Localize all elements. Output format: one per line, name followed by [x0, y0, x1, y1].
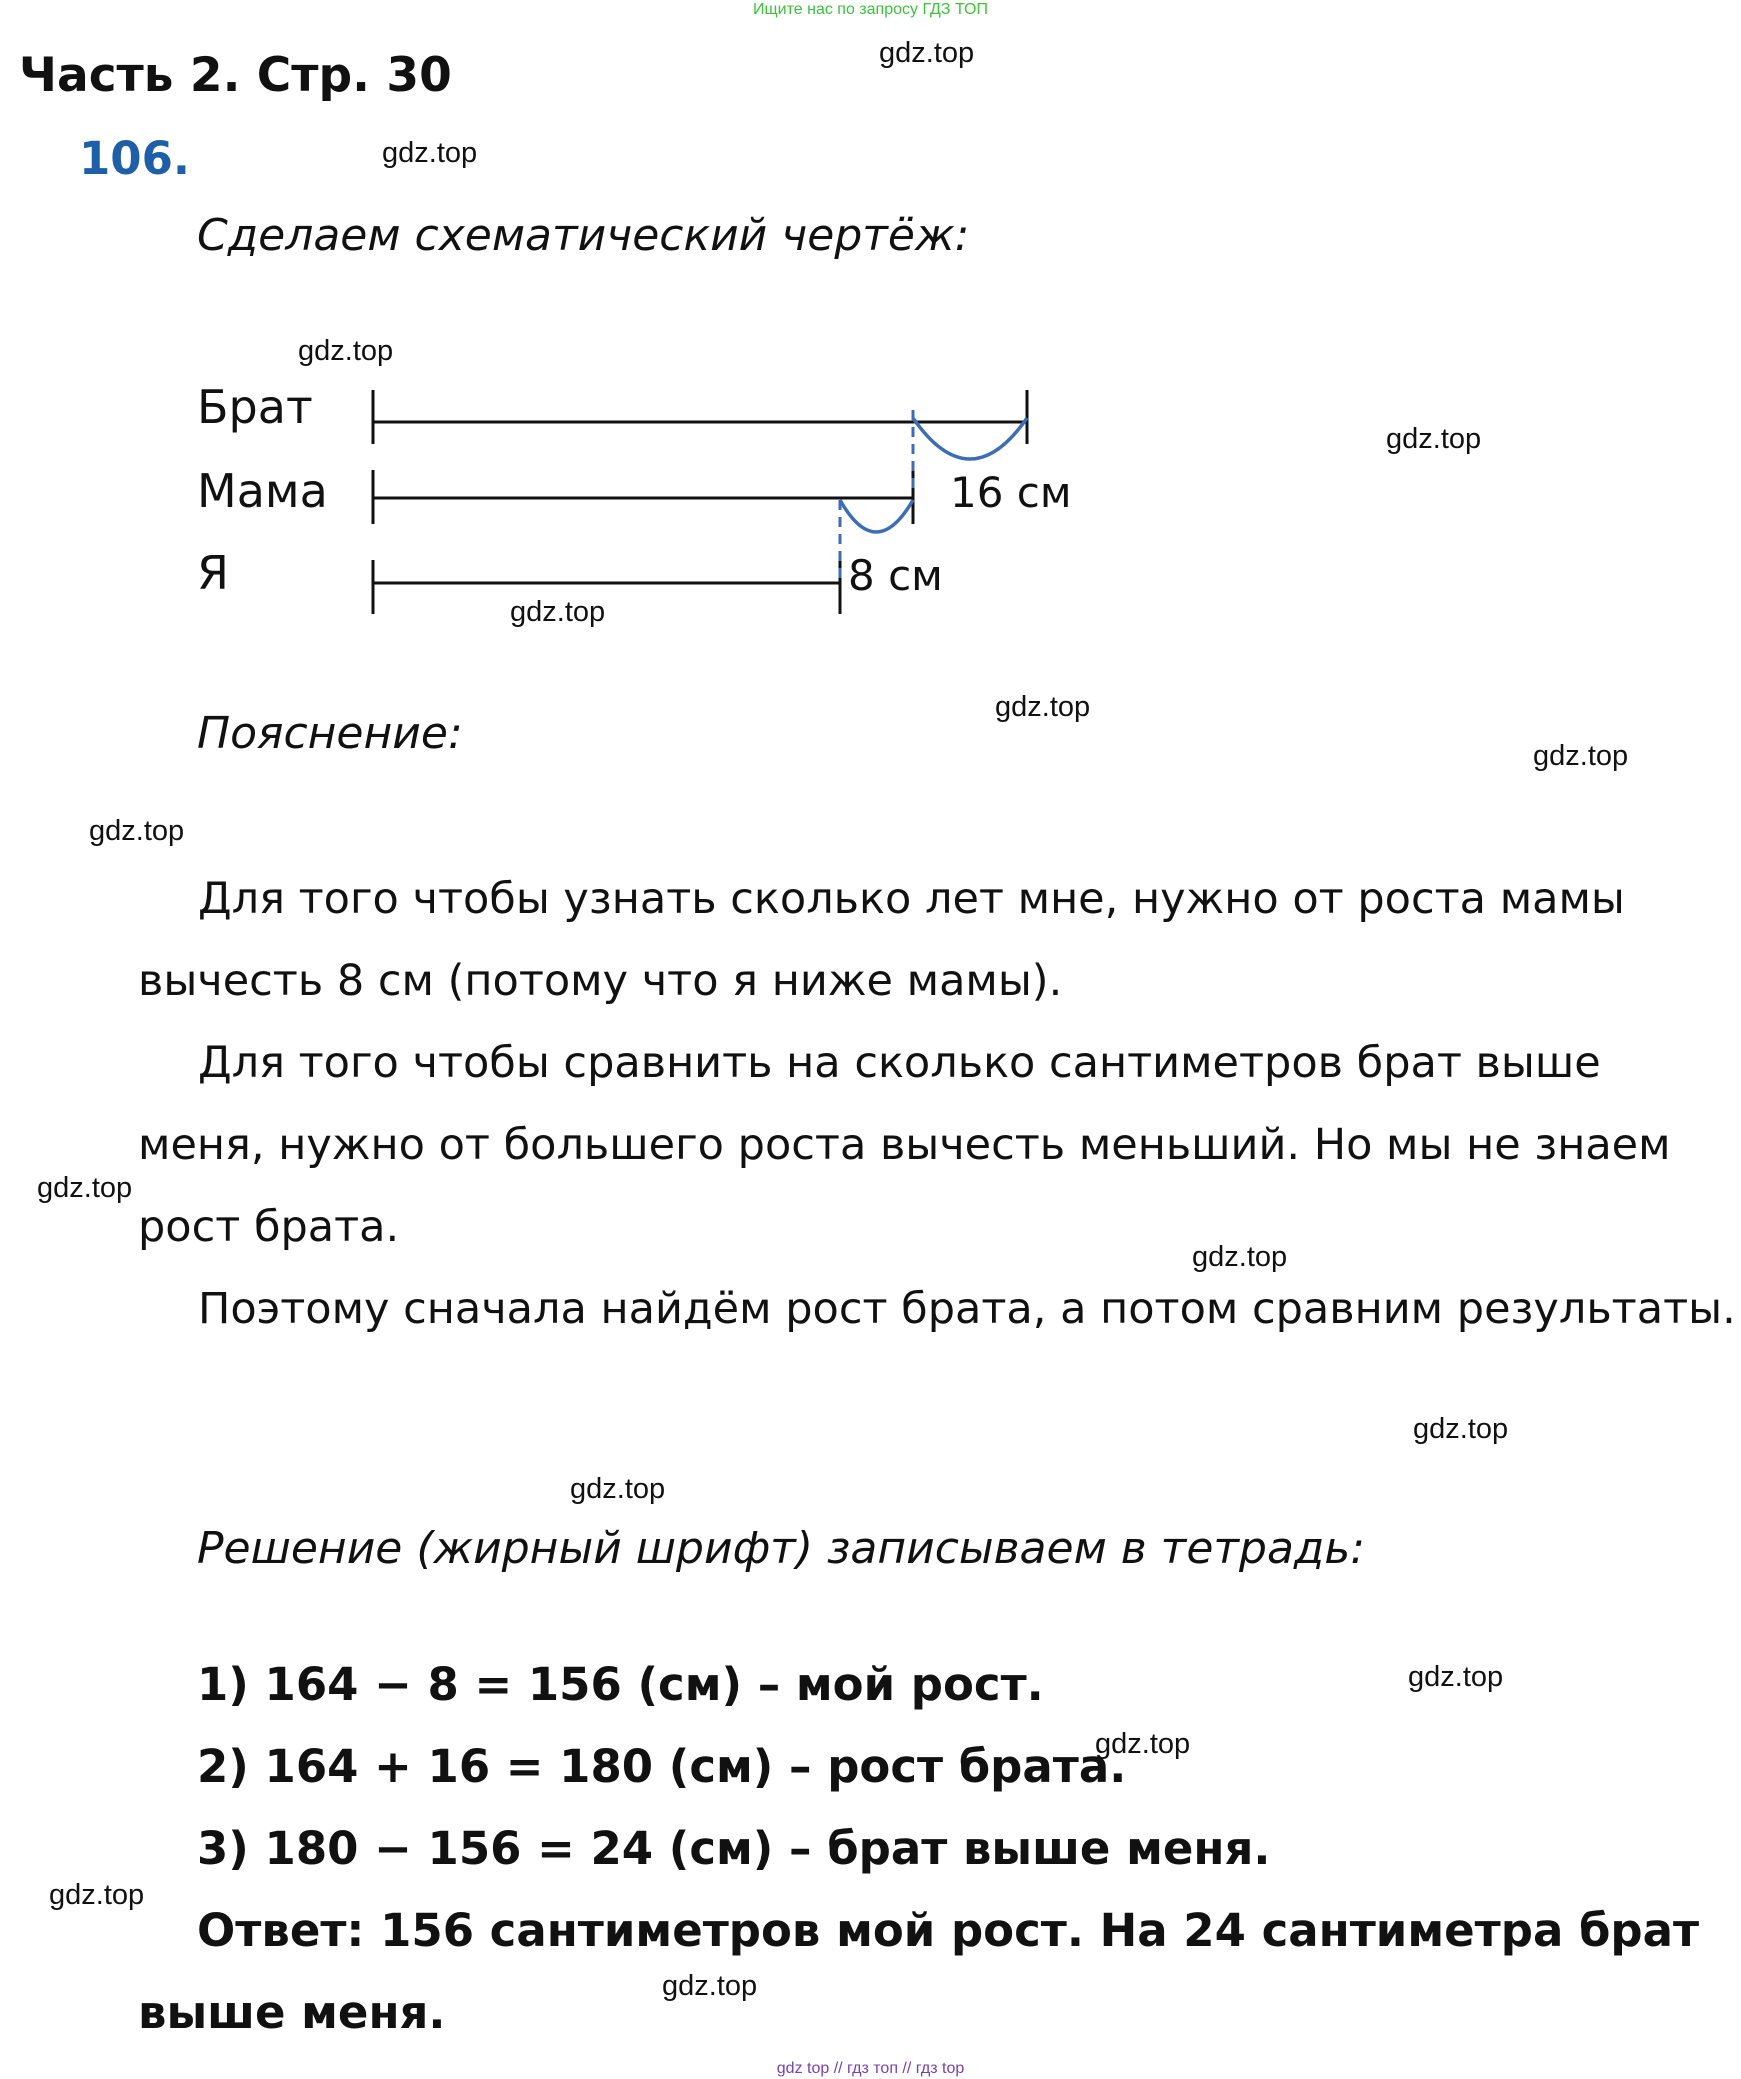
watermark: gdz.top — [49, 1879, 145, 1911]
mom-segment — [373, 470, 913, 524]
solution-heading: Решение (жирный шрифт) записываем в тетрадь: — [197, 1523, 1366, 1574]
watermark: gdz.top — [1386, 423, 1482, 455]
explanation-text — [138, 858, 1738, 1350]
watermark: gdz.top — [37, 1172, 133, 1204]
watermark: gdz.top — [879, 37, 975, 69]
watermark: gdz.top — [382, 137, 478, 169]
diff-label-brother: 16 см — [950, 468, 1072, 517]
arc-me-diff — [840, 500, 913, 532]
solution-step-1: 1) 164 − 8 = 156 (см) – мой рост. — [197, 1658, 1044, 1711]
watermark: gdz.top — [1192, 1241, 1288, 1273]
watermark: gdz.top — [570, 1473, 666, 1505]
bottom-banner: gdz top // гдз топ // гдз top — [776, 2060, 965, 2077]
answer-line-2: выше меня. — [138, 1986, 446, 2039]
watermark: gdz.top — [995, 691, 1091, 723]
watermark: gdz.top — [1413, 1413, 1509, 1445]
watermark: gdz.top — [1408, 1661, 1504, 1693]
me-segment — [373, 560, 840, 614]
diff-label-me: 8 см — [848, 551, 943, 600]
explanation-heading: Пояснение: — [197, 708, 463, 759]
explanation-paragraph: Поэтому сначала найдём рост брата, а потом сравним результаты. — [198, 1284, 1736, 1334]
top-banner: Ищите нас по запросу ГДЗ ТОП — [753, 1, 988, 18]
sketch-heading: Сделаем схематический чертёж: — [197, 210, 970, 261]
explanation-paragraph: Для того чтобы сравнить на сколько сантиметров брат выше меня, нужно от большего роста вычесть меньший. Но мы не знаем рост брата. — [138, 1038, 1671, 1252]
watermark: gdz.top — [510, 596, 606, 628]
answer-line-1: Ответ: 156 сантиметров мой рост. На 24 сантиметра брат — [197, 1904, 1700, 1957]
label-me: Я — [197, 546, 229, 600]
explanation-paragraph: Для того чтобы узнать сколько лет мне, нужно от роста мамы вычесть 8 см (потому что я ниже мамы). — [138, 874, 1625, 1006]
task-number: 106. — [79, 132, 191, 185]
watermark: gdz.top — [662, 1970, 758, 2002]
watermark: gdz.top — [298, 335, 394, 367]
label-brother: Брат — [197, 380, 313, 434]
arc-brother-diff — [913, 418, 1027, 459]
solution-step-2: 2) 164 + 16 = 180 (см) – рост брата. — [197, 1740, 1127, 1793]
watermark: gdz.top — [89, 815, 185, 847]
watermark: gdz.top — [1095, 1728, 1191, 1760]
label-mom: Мама — [197, 464, 328, 518]
page-title: Часть 2. Стр. 30 — [19, 48, 452, 103]
schematic-diagram — [0, 360, 1741, 640]
watermark: gdz.top — [1533, 740, 1629, 772]
solution-step-3: 3) 180 − 156 = 24 (см) – брат выше меня. — [197, 1822, 1271, 1875]
